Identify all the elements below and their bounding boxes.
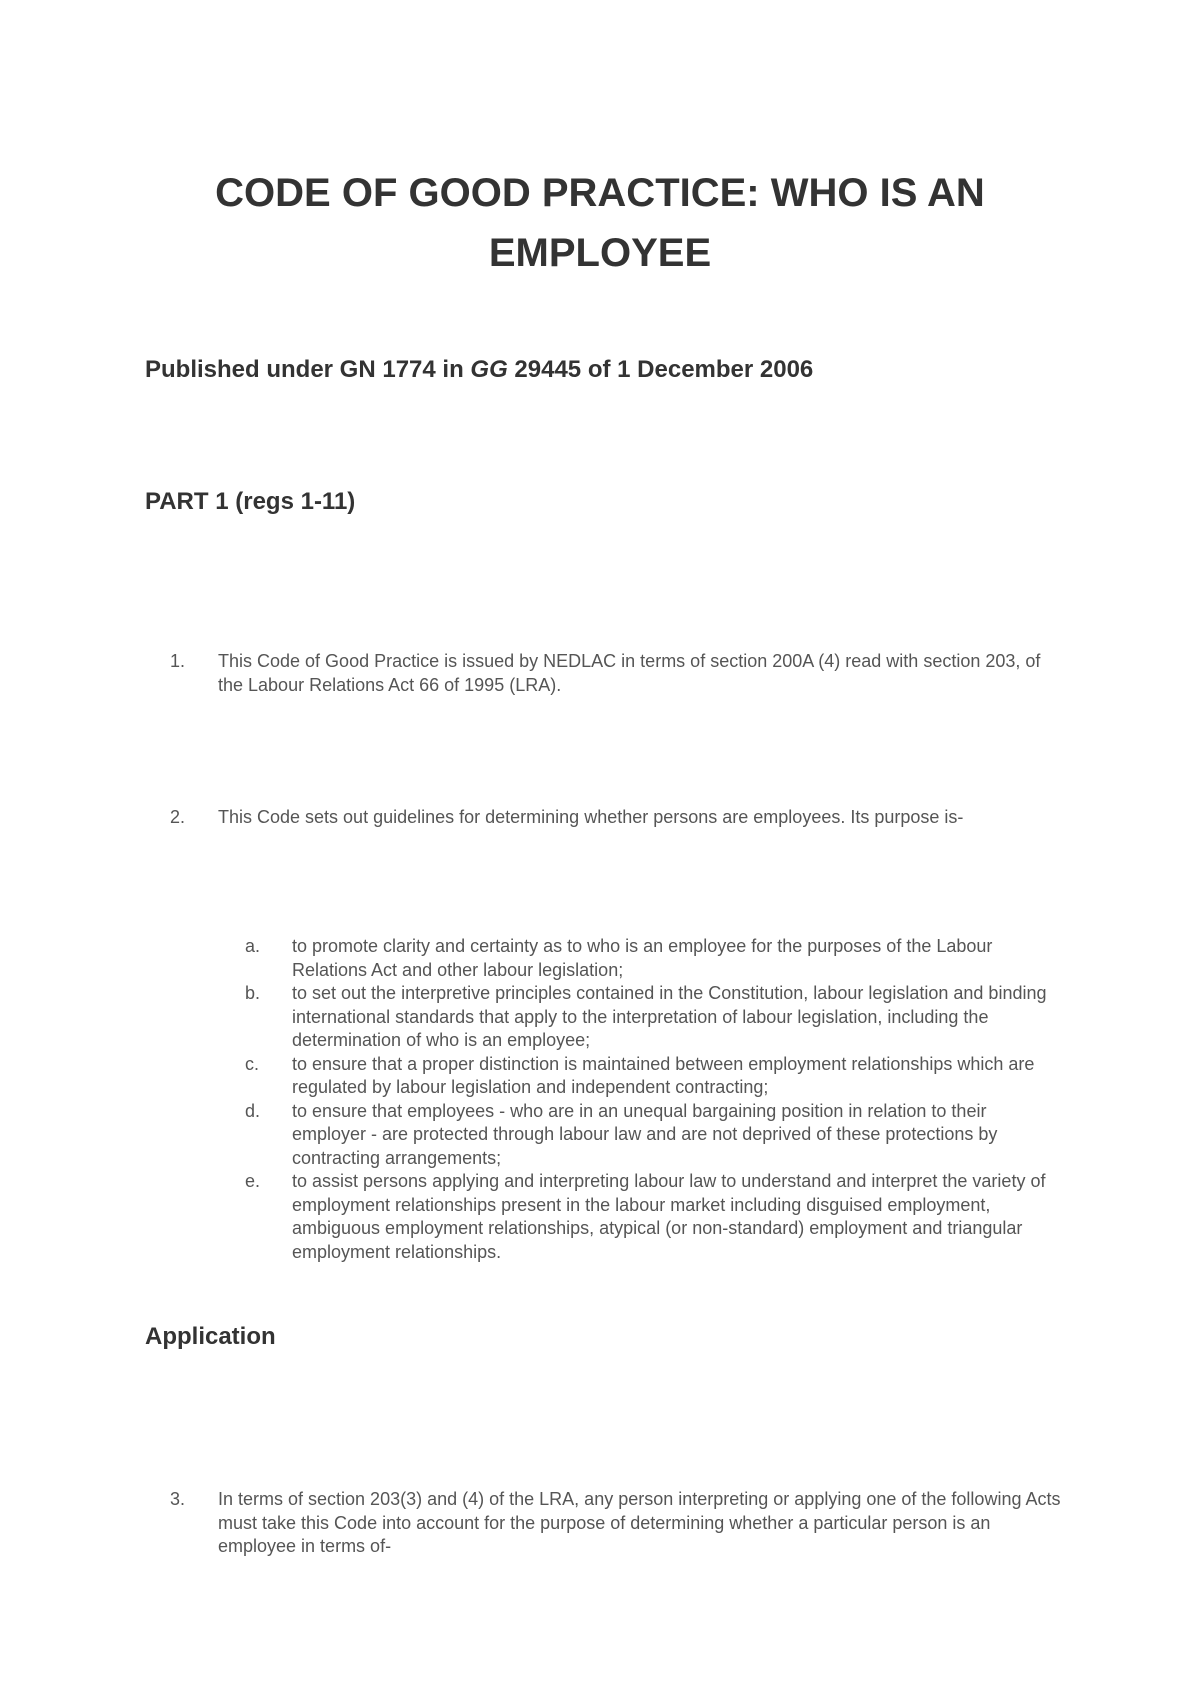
list-item-text: In terms of section 203(3) and (4) of the LRA, any person interpreting or applying one of the following Acts must take this Code into account for the purpose of determining whether a particular person is an employee in terms of- bbox=[218, 1489, 1061, 1556]
list-item-number: 1. bbox=[170, 651, 186, 671]
list-item-text: This Code sets out guidelines for determining whether persons are employees. Its purpose is- bbox=[218, 807, 964, 827]
sublist-item bbox=[245, 935, 1065, 982]
publication-line bbox=[145, 352, 813, 388]
title-line-1: CODE OF GOOD PRACTICE: WHO IS AN bbox=[215, 171, 985, 215]
purpose-sublist bbox=[245, 935, 1065, 1264]
sublist-item bbox=[245, 1100, 1065, 1171]
sublist-item-letter: c. bbox=[245, 1053, 260, 1074]
sublist-item-letter: d. bbox=[245, 1100, 261, 1121]
part-heading: PART 1 (regs 1-11) bbox=[145, 488, 356, 515]
publication-suffix: 29445 of 1 December 2006 bbox=[507, 356, 814, 383]
application-heading: Application bbox=[145, 1323, 276, 1350]
sublist-item-text: to ensure that employees - who are in an unequal bargaining position in relation to their employer - are protected through labour law and are not deprived of these protections by contracting arrangements; bbox=[292, 1100, 998, 1168]
sublist-item-letter: a. bbox=[245, 936, 261, 956]
sublist-item bbox=[245, 982, 1065, 1053]
list-item-number: 3. bbox=[170, 1489, 186, 1509]
list-item-text: This Code of Good Practice is issued by NEDLAC in terms of section 200A (4) read with section 203, of the Labour Relations Act 66 of 1995 (LRA). bbox=[218, 651, 1041, 695]
publication-prefix: Published under GN 1774 in bbox=[145, 356, 471, 383]
sublist-item bbox=[245, 1053, 1065, 1100]
sublist-item-text: to ensure that a proper distinction is maintained between employment relationships which are regulated by labour legislation and independent contracting; bbox=[292, 1053, 1035, 1097]
sublist-item-text: to assist persons applying and interpreting labour law to understand and interpret the variety of employment relationships present in the labour market including disguised employment, ambiguous employment relationships, atypical (or non-standard) employment and triangular employment relationships. bbox=[292, 1171, 1046, 1262]
sublist-item bbox=[245, 1170, 1065, 1264]
sublist-item-text: to promote clarity and certainty as to who is an employee for the purposes of the Labour Relations Act and other labour legislation; bbox=[292, 936, 993, 980]
list-item-number: 2. bbox=[170, 807, 186, 827]
document-title bbox=[0, 163, 1200, 283]
sublist-item-letter: e. bbox=[245, 1171, 261, 1191]
list-item bbox=[170, 1488, 1070, 1559]
publication-gazette: GG bbox=[470, 356, 508, 383]
list-item bbox=[170, 806, 1070, 830]
sublist-item-text: to set out the interpretive principles contained in the Constitution, labour legislation and binding international standards that apply to the interpretation of labour legislation, including the determination of who is an employee; bbox=[292, 983, 1047, 1050]
sublist-item-letter: b. bbox=[245, 983, 261, 1003]
title-line-2: EMPLOYEE bbox=[488, 231, 712, 275]
list-item bbox=[170, 650, 1070, 697]
